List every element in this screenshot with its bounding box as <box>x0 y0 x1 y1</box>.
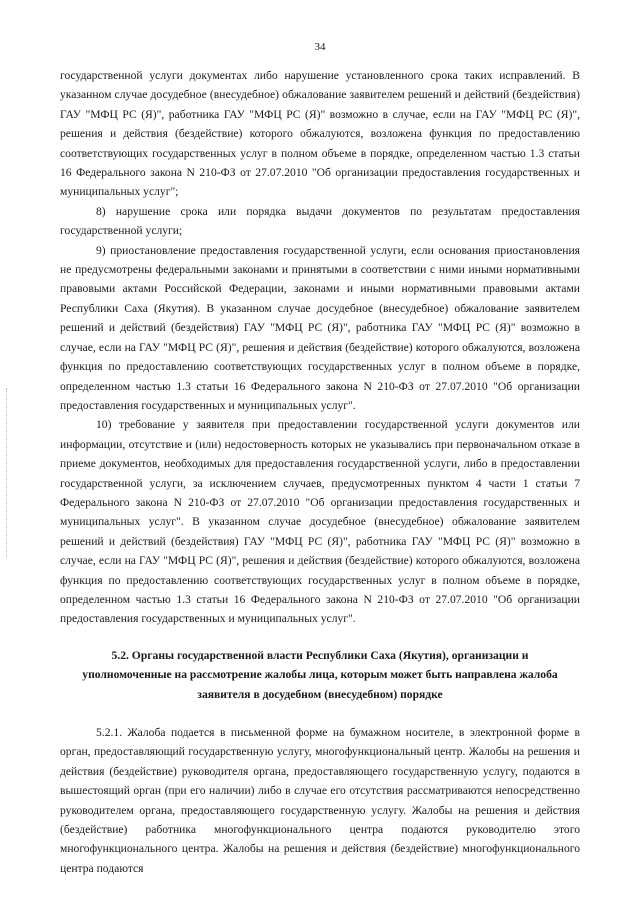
paragraph-continuation: государственной услуги документах либо нарушение установленного срока таких исправлений. В указанном случае досудебное (внесудебное) обжалование заявителем решений и действий (бездействия) ГАУ "МФЦ РС (Я)", работника ГАУ "МФЦ РС (Я)" возможно в случае, если на ГАУ "МФЦ РС (Я)", решения и действия (бездействие) которого обжалуются, возложена функция по предоставлению соответствующих государственных услуг в полном объеме в порядке, определенном частью 1.3 статьи 16 Федерального закона N 210-ФЗ от 27.07.2010 "Об организации предоставления государственных и муниципальных услуг"; <box>60 69 580 199</box>
paragraph-item-10: 10) требование у заявителя при предоставлении государственной услуги документов или информации, отсутствие и (или) недостоверность которых не указывались при первоначальном отказе в приеме документов, необходимых для предоставления государственной услуги, либо в предоставлении государственной услуги, за исключением случаев, предусмотренных пунктом 4 части 1 статьи 7 Федерального закона N 210-ФЗ от 27.07.2010 "Об организации предоставления государственных и муниципальных услуг". В указанном случае досудебное (внесудебное) обжалование заявителем решений и действий (бездействия) ГАУ "МФЦ РС (Я)", работника ГАУ "МФЦ РС (Я)" возможно в случае, если на ГАУ "МФЦ РС (Я)", решения и действия (бездействие) которого обжалуются, возложена функция по предоставлению соответствующих государственных услуг в полном объеме в порядке, определенном частью 1.3 статьи 16 Федерального закона N 210-ФЗ от 27.07.2010 "Об организации предоставления государственных и муниципальных услуг". <box>60 418 580 626</box>
section-heading-5-2: 5.2. Органы государственной власти Республики Саха (Якутия), организации и уполномоченные на рассмотрение жалобы лица, которым может быть направлена жалоба заявителя в досудебном (внесудебном) порядке <box>82 648 558 701</box>
page-number: 34 <box>314 41 326 53</box>
scan-margin-marks <box>6 388 9 558</box>
document-body <box>60 66 580 878</box>
paragraph-5-2-1: 5.2.1. Жалоба подается в письменной форме на бумажном носителе, в электронной форме в орган, предоставляющий государственную услугу, многофункциональный центр. Жалобы на решения и действия (бездействие) руководителя органа, предоставляющего государственную услугу, подаются в вышестоящий орган (при его наличии) либо в случае его отсутствия рассматриваются непосредственно руководителем органа, предоставляющего государственную услугу. Жалобы на решения и действия (бездействие) работника многофункционального центра подаются руководителю этого многофункционального центра. Жалобы на решения и действия (бездействие) многофункционального центра подаются <box>60 726 580 875</box>
paragraph-item-9: 9) приостановление предоставления государственной услуги, если основания приостановления не предусмотрены федеральными законами и принятыми в соответствии с ними иными нормативными правовыми актами Российской Федерации, законами и иными нормативными правовыми актами Республики Саха (Якутия). В указанном случае досудебное (внесудебное) обжалование заявителем решений и действий (бездействия) ГАУ "МФЦ РС (Я)", работника ГАУ "МФЦ РС (Я)" возможно в случае, если на ГАУ "МФЦ РС (Я)", решения и действия (бездействие) которого обжалуются, возложена функция по предоставлению соответствующих государственных услуг в полном объеме в порядке, определенном частью 1.3 статьи 16 Федерального закона N 210-ФЗ от 27.07.2010 "Об организации предоставления государственных и муниципальных услуг". <box>60 243 580 412</box>
paragraph-item-8: 8) нарушение срока или порядка выдачи документов по результатам предоставления государственной услуги; <box>60 204 580 238</box>
